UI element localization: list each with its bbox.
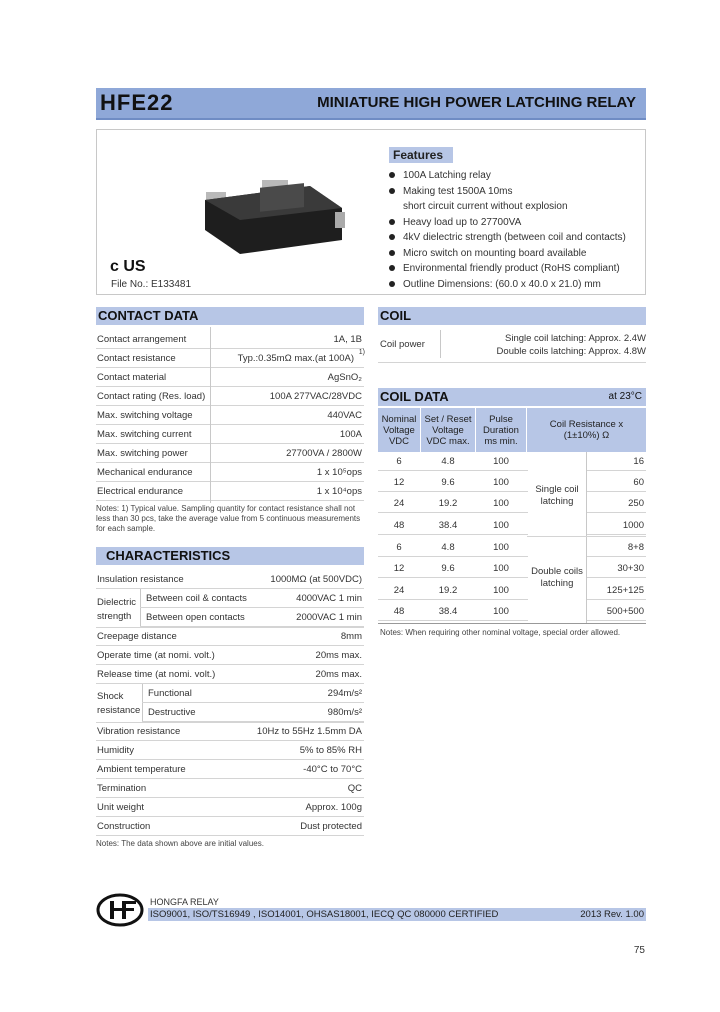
coil-res-rule: [586, 599, 646, 600]
char-value: 1000MΩ (at 500VDC): [270, 574, 362, 585]
contact-value: 27700VA / 2800W: [286, 448, 362, 459]
title-banner: [96, 88, 646, 120]
relay-product-image: [200, 178, 350, 258]
char-label: Termination: [97, 783, 147, 794]
coil-set-reset: 38.4: [438, 520, 458, 531]
char-label: Humidity: [97, 745, 134, 756]
feature-item: [389, 168, 626, 184]
contact-value: 1 x 10⁵ops: [316, 467, 362, 478]
char-label: Unit weight: [97, 802, 144, 813]
dielectric-value: 4000VAC 1 min: [296, 593, 362, 604]
char-value: 10Hz to 55Hz 1.5mm DA: [256, 726, 362, 737]
page-title: MINIATURE HIGH POWER LATCHING RELAY: [317, 94, 636, 111]
contact-value: Typ.:0.35mΩ max.(at 100A): [237, 353, 354, 364]
feature-item: [389, 261, 626, 277]
char-row: [96, 665, 364, 684]
contact-value: 440VAC: [327, 410, 362, 421]
coil-nominal: 12: [393, 477, 405, 488]
coil-heading: COIL: [378, 307, 646, 325]
contact-data-heading: CONTACT DATA: [96, 307, 364, 325]
coil-res-rule: [586, 556, 646, 557]
dielectric-row: [140, 589, 364, 608]
coil-pulse: 100: [493, 585, 509, 596]
contact-row: [96, 482, 364, 501]
group-single-coil: Single coil latching: [535, 484, 579, 507]
contact-row: [96, 349, 364, 368]
feature-bullet: [389, 277, 403, 293]
contact-label: Max. switching power: [97, 448, 188, 459]
char-row: [96, 570, 364, 589]
coil-resistance: 500+500: [606, 606, 644, 617]
col-pulse-duration: Pulse Duration ms min.: [476, 408, 526, 452]
col-nominal-voltage: Nominal Voltage VDC: [378, 408, 420, 452]
char-row: [96, 722, 364, 741]
bullet-icon: [389, 234, 395, 240]
shock-sub-label: Functional: [148, 688, 192, 699]
char-value: 20ms max.: [315, 669, 362, 680]
coil-row-rule: [378, 620, 528, 621]
bullet-icon: [389, 219, 395, 225]
char-row: [96, 817, 364, 836]
coil-pulse: 100: [493, 606, 509, 617]
coil-row-rule: [378, 512, 528, 513]
char-label: Release time (at nomi. volt.): [97, 669, 216, 680]
coil-set-reset: 38.4: [438, 606, 458, 617]
char-label: Construction: [97, 821, 151, 832]
feature-bullet: [389, 230, 403, 246]
ul-cert-mark: c US: [110, 258, 146, 275]
feature-item: [389, 199, 626, 215]
coil-power-single: Single coil latching: Approx. 2.4W: [505, 333, 646, 344]
char-row: [96, 798, 364, 817]
revision: 2013 Rev. 1.00: [580, 909, 644, 920]
coil-row-rule: [378, 491, 528, 492]
features-list: [389, 168, 626, 292]
company-name: HONGFA RELAY: [150, 897, 219, 907]
bullet-icon: [389, 172, 395, 178]
coil-resistance: 125+125: [606, 585, 644, 596]
feature-bullet: [389, 215, 403, 231]
coil-row-rule: [378, 470, 528, 471]
feature-item: [389, 277, 626, 293]
footnote-mark: 1): [358, 349, 365, 356]
feature-text: Micro switch on mounting board available: [403, 247, 587, 259]
coil-group-divider: [586, 452, 587, 624]
feature-text: short circuit current without explosion: [403, 201, 568, 212]
bullet-icon: [389, 250, 395, 256]
coil-power-double: Double coils latching: Approx. 4.8W: [496, 346, 646, 357]
coil-row-rule: [378, 599, 528, 600]
contact-value: 1A, 1B: [333, 334, 362, 345]
contact-label: Electrical endurance: [97, 486, 184, 497]
feature-text: 4kV dielectric strength (between coil and contacts): [403, 232, 626, 243]
coil-pulse: 100: [493, 563, 509, 574]
characteristics-note: Notes: The data shown above are initial values.: [96, 839, 264, 848]
char-label: Creepage distance: [97, 631, 177, 642]
feature-bullet: [389, 184, 403, 200]
contact-row: [96, 444, 364, 463]
coil-nominal: 24: [393, 585, 405, 596]
coil-res-rule: [586, 512, 646, 513]
contact-label: Max. switching voltage: [97, 410, 193, 421]
feature-text: Making test 1500A 10ms: [403, 185, 513, 197]
coil-set-reset: 4.8: [441, 456, 455, 467]
coil-data-title: COIL DATA: [380, 389, 449, 404]
coil-bottom-rule: [378, 623, 646, 624]
iso-certifications: ISO9001, ISO/TS16949 , ISO14001, OHSAS18001, IECQ QC 080000 CERTIFIED: [150, 909, 499, 920]
page-number: 75: [633, 945, 645, 956]
char-row: [96, 646, 364, 665]
contact-value: 100A 277VAC/28VDC: [269, 391, 362, 402]
coil-resistance: 1000: [622, 520, 644, 531]
bullet-icon: [389, 281, 395, 287]
dielectric-row: [140, 608, 364, 627]
contact-label: Contact material: [97, 372, 167, 383]
coil-resistance: 16: [633, 456, 644, 467]
coil-res-rule: [586, 491, 646, 492]
coil-resistance: 30+30: [617, 563, 644, 574]
char-value: 5% to 85% RH: [299, 745, 362, 756]
char-value: Dust protected: [300, 821, 362, 832]
coil-resistance: 8+8: [627, 542, 644, 553]
feature-text: Outline Dimensions: (60.0 x 40.0 x 21.0) mm: [403, 278, 601, 290]
col-set-reset-voltage: Set / Reset Voltage VDC max.: [421, 408, 475, 452]
char-row: [96, 741, 364, 760]
feature-bullet: [389, 246, 403, 262]
char-label: Insulation resistance: [97, 574, 184, 585]
dielectric-value: 2000VAC 1 min: [296, 612, 362, 623]
char-value: 8mm: [340, 631, 362, 642]
coil-row-rule: [378, 534, 528, 535]
coil-pulse: 100: [493, 456, 509, 467]
contact-row: [96, 330, 364, 349]
feature-item: [389, 215, 626, 231]
feature-bullet: [389, 199, 403, 215]
coil-data-note: Notes: When requiring other nominal voltage, special order allowed.: [380, 628, 621, 637]
coil-res-rule: [586, 470, 646, 471]
contact-row: [96, 463, 364, 482]
contact-label: Mechanical endurance: [97, 467, 193, 478]
coil-row-rule: [378, 577, 528, 578]
hongfa-logo: [96, 893, 144, 927]
feature-bullet: [389, 168, 403, 184]
feature-item: [389, 230, 626, 246]
group-double-coils: Double coils latching: [531, 566, 583, 589]
char-label: Vibration resistance: [97, 726, 181, 737]
coil-res-rule: [586, 620, 646, 621]
coil-res-rule: [586, 577, 646, 578]
coil-resistance: 250: [628, 498, 644, 509]
contact-row: [96, 425, 364, 444]
coil-set-reset: 9.6: [441, 563, 455, 574]
feature-text: Environmental friendly product (RoHS compliant): [403, 263, 620, 274]
feature-item: [389, 246, 626, 262]
coil-nominal: 12: [393, 563, 405, 574]
char-value: QC: [347, 783, 362, 794]
dielectric-sub-label: Between coil & contacts: [146, 593, 247, 604]
contact-value: 100A: [339, 429, 362, 440]
feature-text: 100A Latching relay: [403, 170, 491, 181]
coil-pulse: 100: [493, 520, 509, 531]
coil-pulse: 100: [493, 542, 509, 553]
contact-row: [96, 387, 364, 406]
feature-bullet: [389, 261, 403, 277]
shock-label: Shock resistance: [97, 691, 141, 716]
coil-power-label: Coil power: [380, 339, 425, 350]
contact-value: 1 x 10⁴ops: [316, 486, 362, 497]
char-value: Approx. 100g: [305, 802, 362, 813]
contact-label: Contact rating (Res. load): [97, 391, 206, 402]
coil-set-reset: 19.2: [438, 498, 458, 509]
char-row: [96, 779, 364, 798]
contact-label: Contact arrangement: [97, 334, 187, 345]
coil-nominal: 6: [396, 542, 402, 553]
model-code: HFE22: [100, 90, 174, 115]
file-number: File No.: E133481: [111, 279, 192, 290]
coil-set-reset: 19.2: [438, 585, 458, 596]
shock-value: 980m/s²: [327, 707, 362, 718]
feature-text: Heavy load up to 27700VA: [403, 216, 522, 228]
coil-set-reset: 9.6: [441, 477, 455, 488]
char-label: Ambient temperature: [97, 764, 186, 775]
char-row: [96, 627, 364, 646]
coil-data-heading: [378, 388, 646, 406]
shock-value: 294m/s²: [327, 688, 362, 699]
char-label: Operate time (at nomi. volt.): [97, 650, 215, 661]
dielectric-sub-label: Between open contacts: [146, 612, 245, 623]
coil-group-rule: [527, 536, 646, 537]
char-value: 20ms max.: [315, 650, 362, 661]
iso-bar: [148, 908, 646, 921]
coil-divider: [440, 330, 441, 358]
feature-item: [389, 184, 626, 200]
coil-set-reset: 4.8: [441, 542, 455, 553]
shock-row: [142, 684, 364, 703]
col-coil-resistance: Coil Resistance x (1±10%) Ω: [527, 408, 646, 452]
shock-row: [142, 703, 364, 722]
char-row: [96, 760, 364, 779]
contact-label: Contact resistance: [97, 353, 176, 364]
coil-nominal: 48: [393, 606, 405, 617]
contact-note: Notes: 1) Typical value. Sampling quantity for contact resistance shall not less than 30 pcs, take the average value from 5 continuous measurements for each sample.: [96, 504, 361, 533]
bullet-icon: [389, 188, 395, 194]
contact-row: [96, 406, 364, 425]
contact-row: [96, 368, 364, 387]
coil-resistance: 60: [633, 477, 644, 488]
coil-nominal: 48: [393, 520, 405, 531]
contact-label: Max. switching current: [97, 429, 192, 440]
coil-pulse: 100: [493, 477, 509, 488]
coil-nominal: 6: [396, 456, 402, 467]
coil-rule: [378, 362, 646, 363]
coil-row-rule: [378, 556, 528, 557]
char-value: -40°C to 70°C: [303, 764, 362, 775]
bullet-icon: [389, 265, 395, 271]
dielectric-label: Dielectric strength: [97, 597, 137, 622]
coil-nominal: 24: [393, 498, 405, 509]
features-heading: Features: [389, 147, 453, 163]
characteristics-heading: CHARACTERISTICS: [96, 547, 364, 565]
contact-value: AgSnO₂: [327, 372, 362, 383]
coil-data-temp: at 23°C: [608, 391, 642, 402]
shock-sub-label: Destructive: [148, 707, 196, 718]
coil-pulse: 100: [493, 498, 509, 509]
contact-divider: [210, 327, 211, 503]
coil-res-rule: [586, 534, 646, 535]
